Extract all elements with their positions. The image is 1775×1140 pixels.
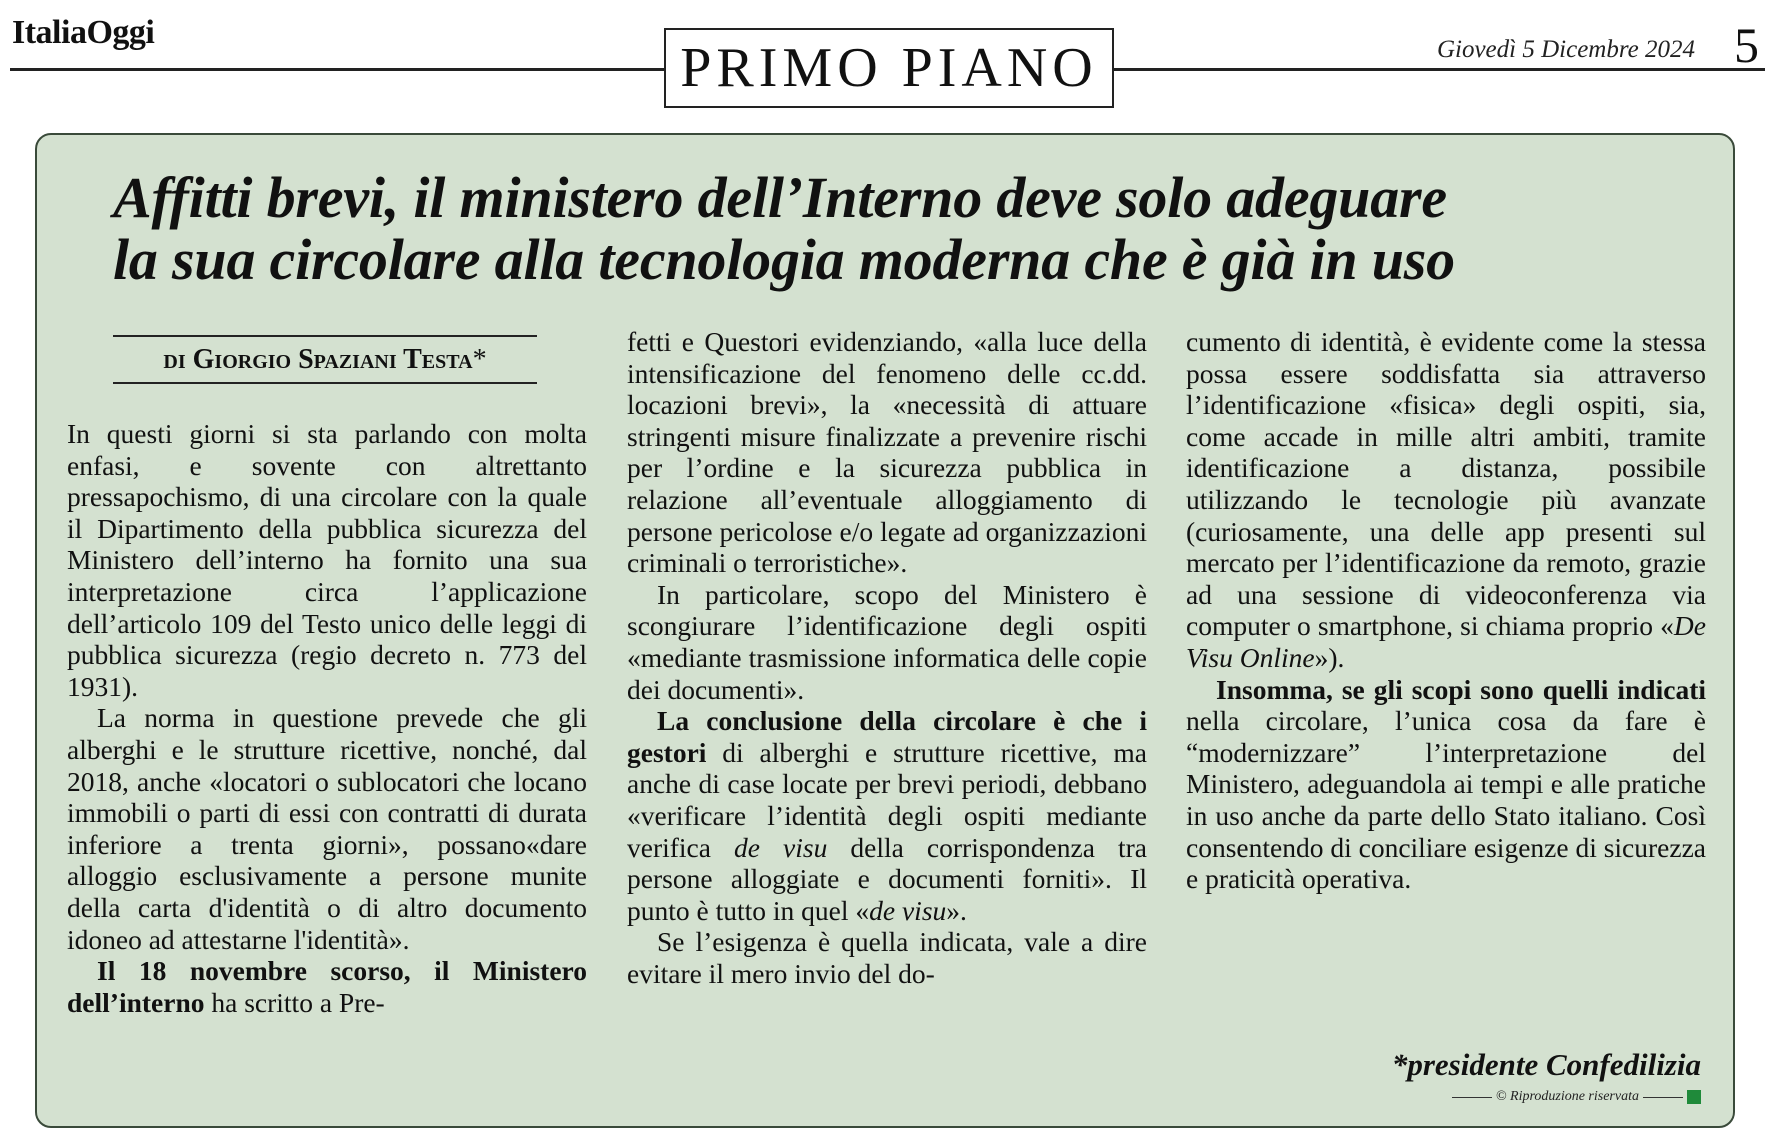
paragraph bbox=[67, 955, 587, 1018]
masthead-logo: ItaliaOggi bbox=[12, 14, 155, 51]
paragraph bbox=[627, 705, 1147, 926]
article-column-2 bbox=[627, 326, 1147, 989]
paragraph-lead-bold: Il 18 novembre scorso, il Ministero dell’interno bbox=[67, 955, 587, 1018]
headline-line-2: la sua circolare alla tecnologia moderna che è già in uso bbox=[113, 227, 1455, 292]
author-signature: *presidente Confedilizia bbox=[1391, 1047, 1701, 1082]
headline bbox=[113, 167, 1693, 291]
headline-line-1: Affitti brevi, il ministero dell’Interno deve solo adeguare bbox=[113, 165, 1447, 230]
paragraph: In questi giorni si sta parlando con molta enfasi, e sovente con altrettanto pressapochismo, di una circolare con la quale il Dipartimento della pubblica sicurezza del Ministero dell’interno ha fornito una sua interpretazione circa l’applicazione dell’articolo 109 del Testo unico delle leggi di pubblica sicurezza (regio decreto n. 773 del 1931). bbox=[67, 418, 587, 702]
article-column-1 bbox=[67, 418, 587, 1018]
paragraph bbox=[1186, 674, 1706, 895]
article-panel bbox=[35, 133, 1735, 1128]
section-title: PRIMO PIANO bbox=[664, 28, 1114, 108]
byline-mark: * bbox=[472, 344, 487, 375]
byline bbox=[113, 335, 537, 384]
paragraph-text: della corrispondenza tra persone alloggiate e documenti forniti». Il punto è tutto in quel « bbox=[627, 831, 1147, 926]
paragraph bbox=[1186, 326, 1706, 674]
paragraph-lead-bold: La conclusione della circolare è che i gestori bbox=[627, 705, 1147, 768]
copyright-notice bbox=[1452, 1089, 1701, 1105]
italic-term: de visu bbox=[734, 831, 828, 863]
paragraph: Se l’esigenza è quella indicata, vale a dire evitare il mero invio del do- bbox=[627, 926, 1147, 989]
paragraph: La norma in questione prevede che gli alberghi e le strutture ricettive, nonché, dal 2018, anche «locatori o sublocatori che locano immobili o parti di essi con contratti di durata inferiore a trenta giorni», possano«dare alloggio esclusivamente a persone munite della carta d'identità o di altro documento idoneo ad attestarne l'identità». bbox=[67, 702, 587, 955]
end-square-icon bbox=[1687, 1090, 1701, 1104]
paragraph-text: cumento di identità, è evidente come la stessa possa essere soddisfatta sia attraverso l’identificazione «fisica» degli ospiti, sia, come accade in mille altri ambiti, tramite identificazione a distanza, possibile utilizzando le tecnologie più avanzate (curiosamente, una delle app presenti sul mercato per l’identificazione da remoto, grazie ad una sessione di videoconferenza via computer o smartphone, si chiama proprio « bbox=[1186, 326, 1706, 642]
page-number: 5 bbox=[1734, 17, 1759, 73]
paragraph-lead-bold: Insomma, se gli scopi sono quelli indicati bbox=[1216, 673, 1706, 705]
italic-term: De Visu Online bbox=[1186, 610, 1706, 673]
paragraph: In particolare, scopo del Ministero è scongiurare l’identificazione degli ospiti «mediante trasmissione informatica delle copie dei documenti». bbox=[627, 578, 1147, 705]
paragraph: fetti e Questori evidenziando, «alla luce della intensificazione del fenomeno delle cc.dd. locazioni brevi», la «necessità di attuare stringenti misure finalizzate a prevenire rischi per l’ordine e la sicurezza pubblica in relazione all’eventuale alloggiamento di persone pericolose e/o legate ad organizzazioni criminali o terroristiche». bbox=[627, 326, 1147, 579]
paragraph-text: nella circolare, l’unica cosa da fare è “modernizzare” l’interpretazione del Ministero, adeguandola ai tempi e alle pratiche in uso anche da parte dello Stato italiano. Così consentendo di conciliare esigenze di sicurezza e praticità operativa. bbox=[1186, 705, 1706, 895]
paragraph-text: »). bbox=[1314, 641, 1345, 673]
byline-author: di Giorgio Spaziani Testa bbox=[163, 344, 473, 375]
divider bbox=[1452, 1097, 1492, 1098]
article-column-3 bbox=[1186, 326, 1706, 895]
italic-term: de visu bbox=[869, 894, 947, 926]
paragraph-text: ». bbox=[946, 894, 967, 926]
copyright-text: © Riproduzione riservata bbox=[1495, 1089, 1639, 1104]
paragraph-text: di alberghi e strutture ricettive, ma anche di case locate per brevi periodi, debbano «verificare l’identità degli ospiti mediante verifica bbox=[627, 736, 1147, 863]
issue-date: Giovedì 5 Dicembre 2024 bbox=[1436, 36, 1695, 63]
divider bbox=[1643, 1097, 1683, 1098]
paragraph-text: ha scritto a Pre- bbox=[204, 986, 385, 1018]
